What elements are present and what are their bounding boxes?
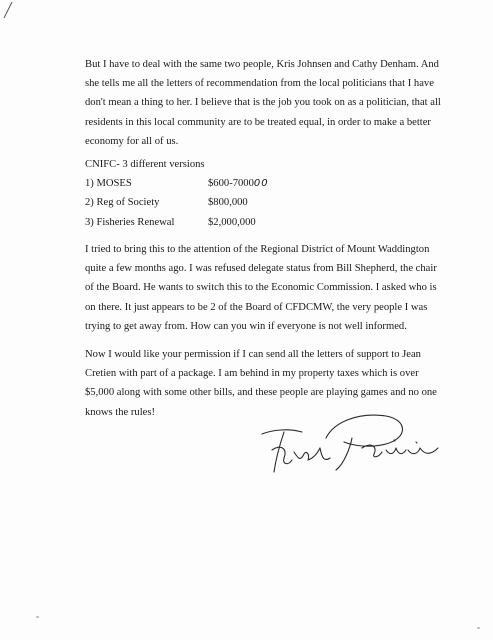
list-heading: CNIFC- 3 different versions: [85, 159, 205, 170]
paragraph-complaint: [85, 55, 447, 151]
list-item-amount: $600-7000: [208, 178, 254, 190]
scan-artifact-mark: [0, 0, 30, 20]
list-item: [85, 174, 447, 193]
list-item-value: [208, 174, 447, 193]
list-item: [85, 213, 447, 232]
list-item-value: $2,000,000: [208, 216, 256, 228]
handwritten-zeros: 00: [253, 178, 269, 190]
paragraph-regional-district: [85, 240, 447, 336]
funding-versions-list: [85, 155, 447, 232]
list-item: [85, 193, 447, 212]
scan-dust: [36, 616, 39, 618]
scan-dust: [477, 627, 480, 629]
handwritten-signature: [258, 408, 448, 488]
paragraph-text: But I have to deal with the same two people, Kris Johnsen and Cathy Denham. And she tells me all the letters of recommendation from the local politicians that I have don't mean a thing to her. I believe that is the job you took on as a politician, that all residents in this local community are to be treated equal, in order to make a better economy for all of us.: [85, 59, 441, 147]
list-item-value: $800,000: [208, 197, 248, 209]
list-item-name: 1) MOSES: [85, 178, 132, 190]
list-item-name: 3) Fisheries Renewal: [85, 216, 175, 228]
list-item-name: 2) Reg of Society: [85, 197, 160, 209]
paragraph-text: Now I would like your permission if I can send all the letters of support to Jean Cretien with part of a package. I am behind in my property taxes which is over $5,000 along with some other bills, and these people are playing games and no one knows the rules!: [85, 349, 437, 418]
paragraph-text: I tried to bring this to the attention of the Regional District of Mount Waddington quite a few months ago. I was refused delegate status from Bill Shepherd, the chair of the Board. He wants to switch this to the Economic Commission. I asked who is on there. It just appears to be 2 of the Board of CFDCMW, the very people I was trying to get away from. How can you win if everyone is not well informed.: [85, 244, 437, 332]
